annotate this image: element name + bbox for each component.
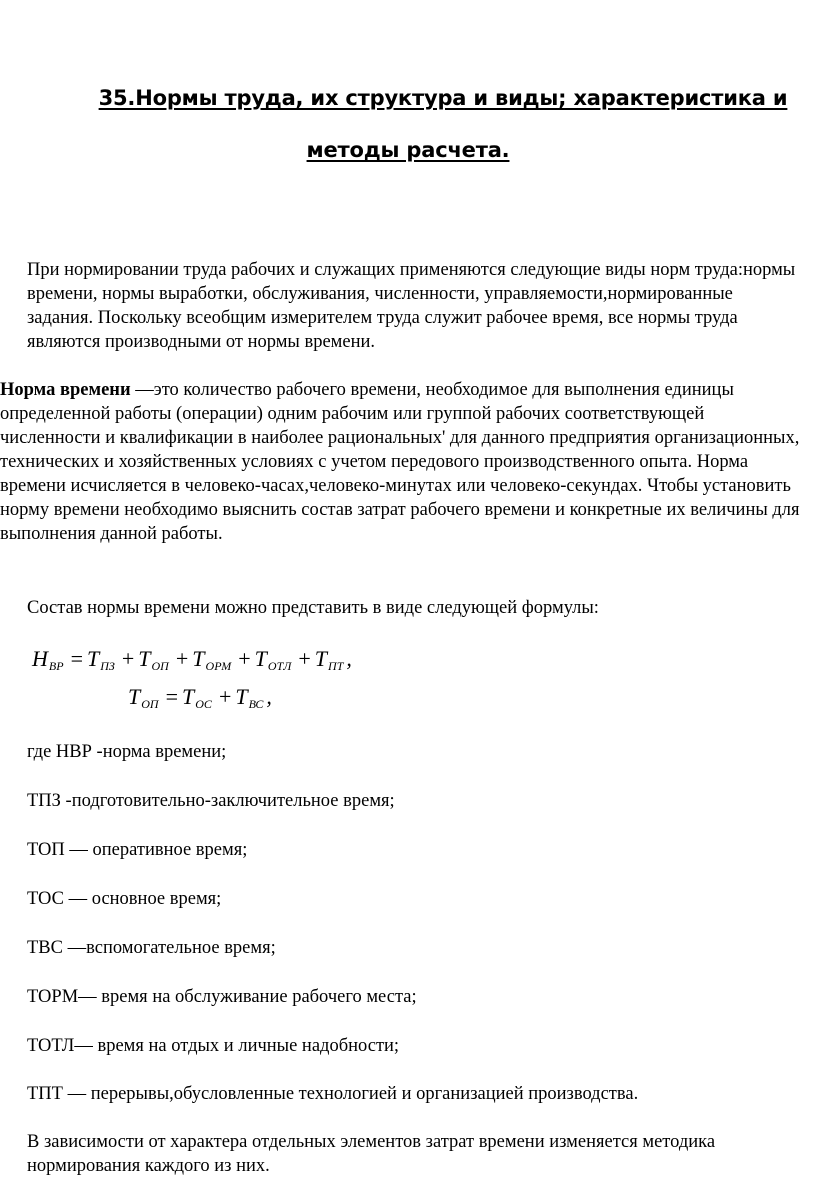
formula-1-plus-1: + bbox=[121, 646, 135, 671]
definition-item: ТОТЛ— время на отдых и личные надобности; bbox=[27, 1036, 400, 1056]
formula-2-plus-1: + bbox=[218, 684, 232, 709]
formula-1-term-2-sub: ОП bbox=[151, 659, 169, 673]
formula-2-term-2: Т bbox=[235, 684, 248, 709]
formula-1-end: , bbox=[346, 646, 352, 671]
definition-item: ТПЗ -подготовительно-заключительное время; bbox=[27, 791, 395, 811]
formula-1-term-3: Т bbox=[192, 646, 205, 671]
formula-2-end: , bbox=[266, 684, 272, 709]
norm-definition-paragraph bbox=[0, 378, 800, 546]
document-title-line-1: 35.Нормы труда, их структура и виды; характеристика и bbox=[98, 86, 788, 110]
formula-1-term-5-sub: ПТ bbox=[328, 659, 344, 673]
formula-1-plus-2: + bbox=[175, 646, 189, 671]
formula-intro-paragraph: Состав нормы времени можно представить в виде следующей формулы: bbox=[27, 598, 599, 618]
formula-2-lhs: Т bbox=[128, 684, 141, 709]
formula-1-plus-4: + bbox=[298, 646, 311, 671]
formula-1-term-1: Т bbox=[86, 646, 100, 671]
formula-2-term-1: Т bbox=[182, 684, 195, 709]
definition-item: ТОС — основное время; bbox=[27, 889, 222, 909]
formula-1-term-2: Т bbox=[138, 646, 151, 671]
formula-2-eq: = bbox=[165, 684, 179, 709]
norm-definition-text: —это количество рабочего времени, необходимое для выполнения единицы определенной работы (операции) одним рабочим или группой рабочих соответствующей численности и квалификации в наиболее рациональных' для данного предприятия организационных, технических и хозяйственных условиях с учетом передового производственного опыта. Норма времени исчисляется в человеко-часах,человеко-минутах или человеко-секундах. Чтобы установить норму времени необходимо выяснить состав затрат рабочего времени и конкретные их величины для выполнения данной работы. bbox=[0, 380, 800, 544]
closing-paragraph: В зависимости от характера отдельных элементов затрат времени изменяется методика нормирования каждого из них. bbox=[27, 1132, 716, 1176]
definition-item: ТПТ — перерывы,обусловленные технологией и организацией производства. bbox=[27, 1084, 639, 1104]
definition-item: ТВС —вспомогательное время; bbox=[27, 938, 276, 958]
definition-item: где НВР -норма времени; bbox=[27, 742, 227, 762]
formula-2-lhs-sub: ОП bbox=[141, 697, 159, 711]
definition-item: ТОП — оперативное время; bbox=[27, 840, 248, 860]
formula-1-term-5: Т bbox=[314, 646, 328, 671]
definition-item: ТОРМ— время на обслуживание рабочего места; bbox=[27, 987, 417, 1007]
formula-1-lhs-sub: ВР bbox=[48, 659, 64, 673]
formula-1-plus-3: + bbox=[238, 646, 251, 671]
formula-1-term-3-sub: ОРМ bbox=[205, 659, 232, 673]
norm-definition-term: Норма времени bbox=[0, 380, 131, 400]
formula-1-eq: = bbox=[70, 646, 83, 671]
formula-1-term-4: Т bbox=[254, 646, 267, 671]
formula-2-term-2-sub: ВС bbox=[248, 697, 264, 711]
formula-1-term-4-sub: ОТЛ bbox=[267, 659, 292, 673]
formula-2-term-1-sub: ОС bbox=[195, 697, 212, 711]
formula-1-term-1-sub: ПЗ bbox=[100, 659, 115, 673]
intro-paragraph: При нормировании труда рабочих и служащих применяются следующие виды норм труда:нормы времени, нормы выработки, обслуживания, численности, управляемости,нормированные задания. Поскольку всеобщим измерителем труда служит рабочее время, все нормы труда являются производными от нормы времени. bbox=[27, 260, 796, 352]
formula-1-lhs: Н bbox=[32, 646, 48, 671]
document-title-line-2: методы расчета. bbox=[306, 138, 510, 162]
formula-line-2 bbox=[128, 684, 272, 712]
formula-line-1 bbox=[32, 646, 352, 674]
